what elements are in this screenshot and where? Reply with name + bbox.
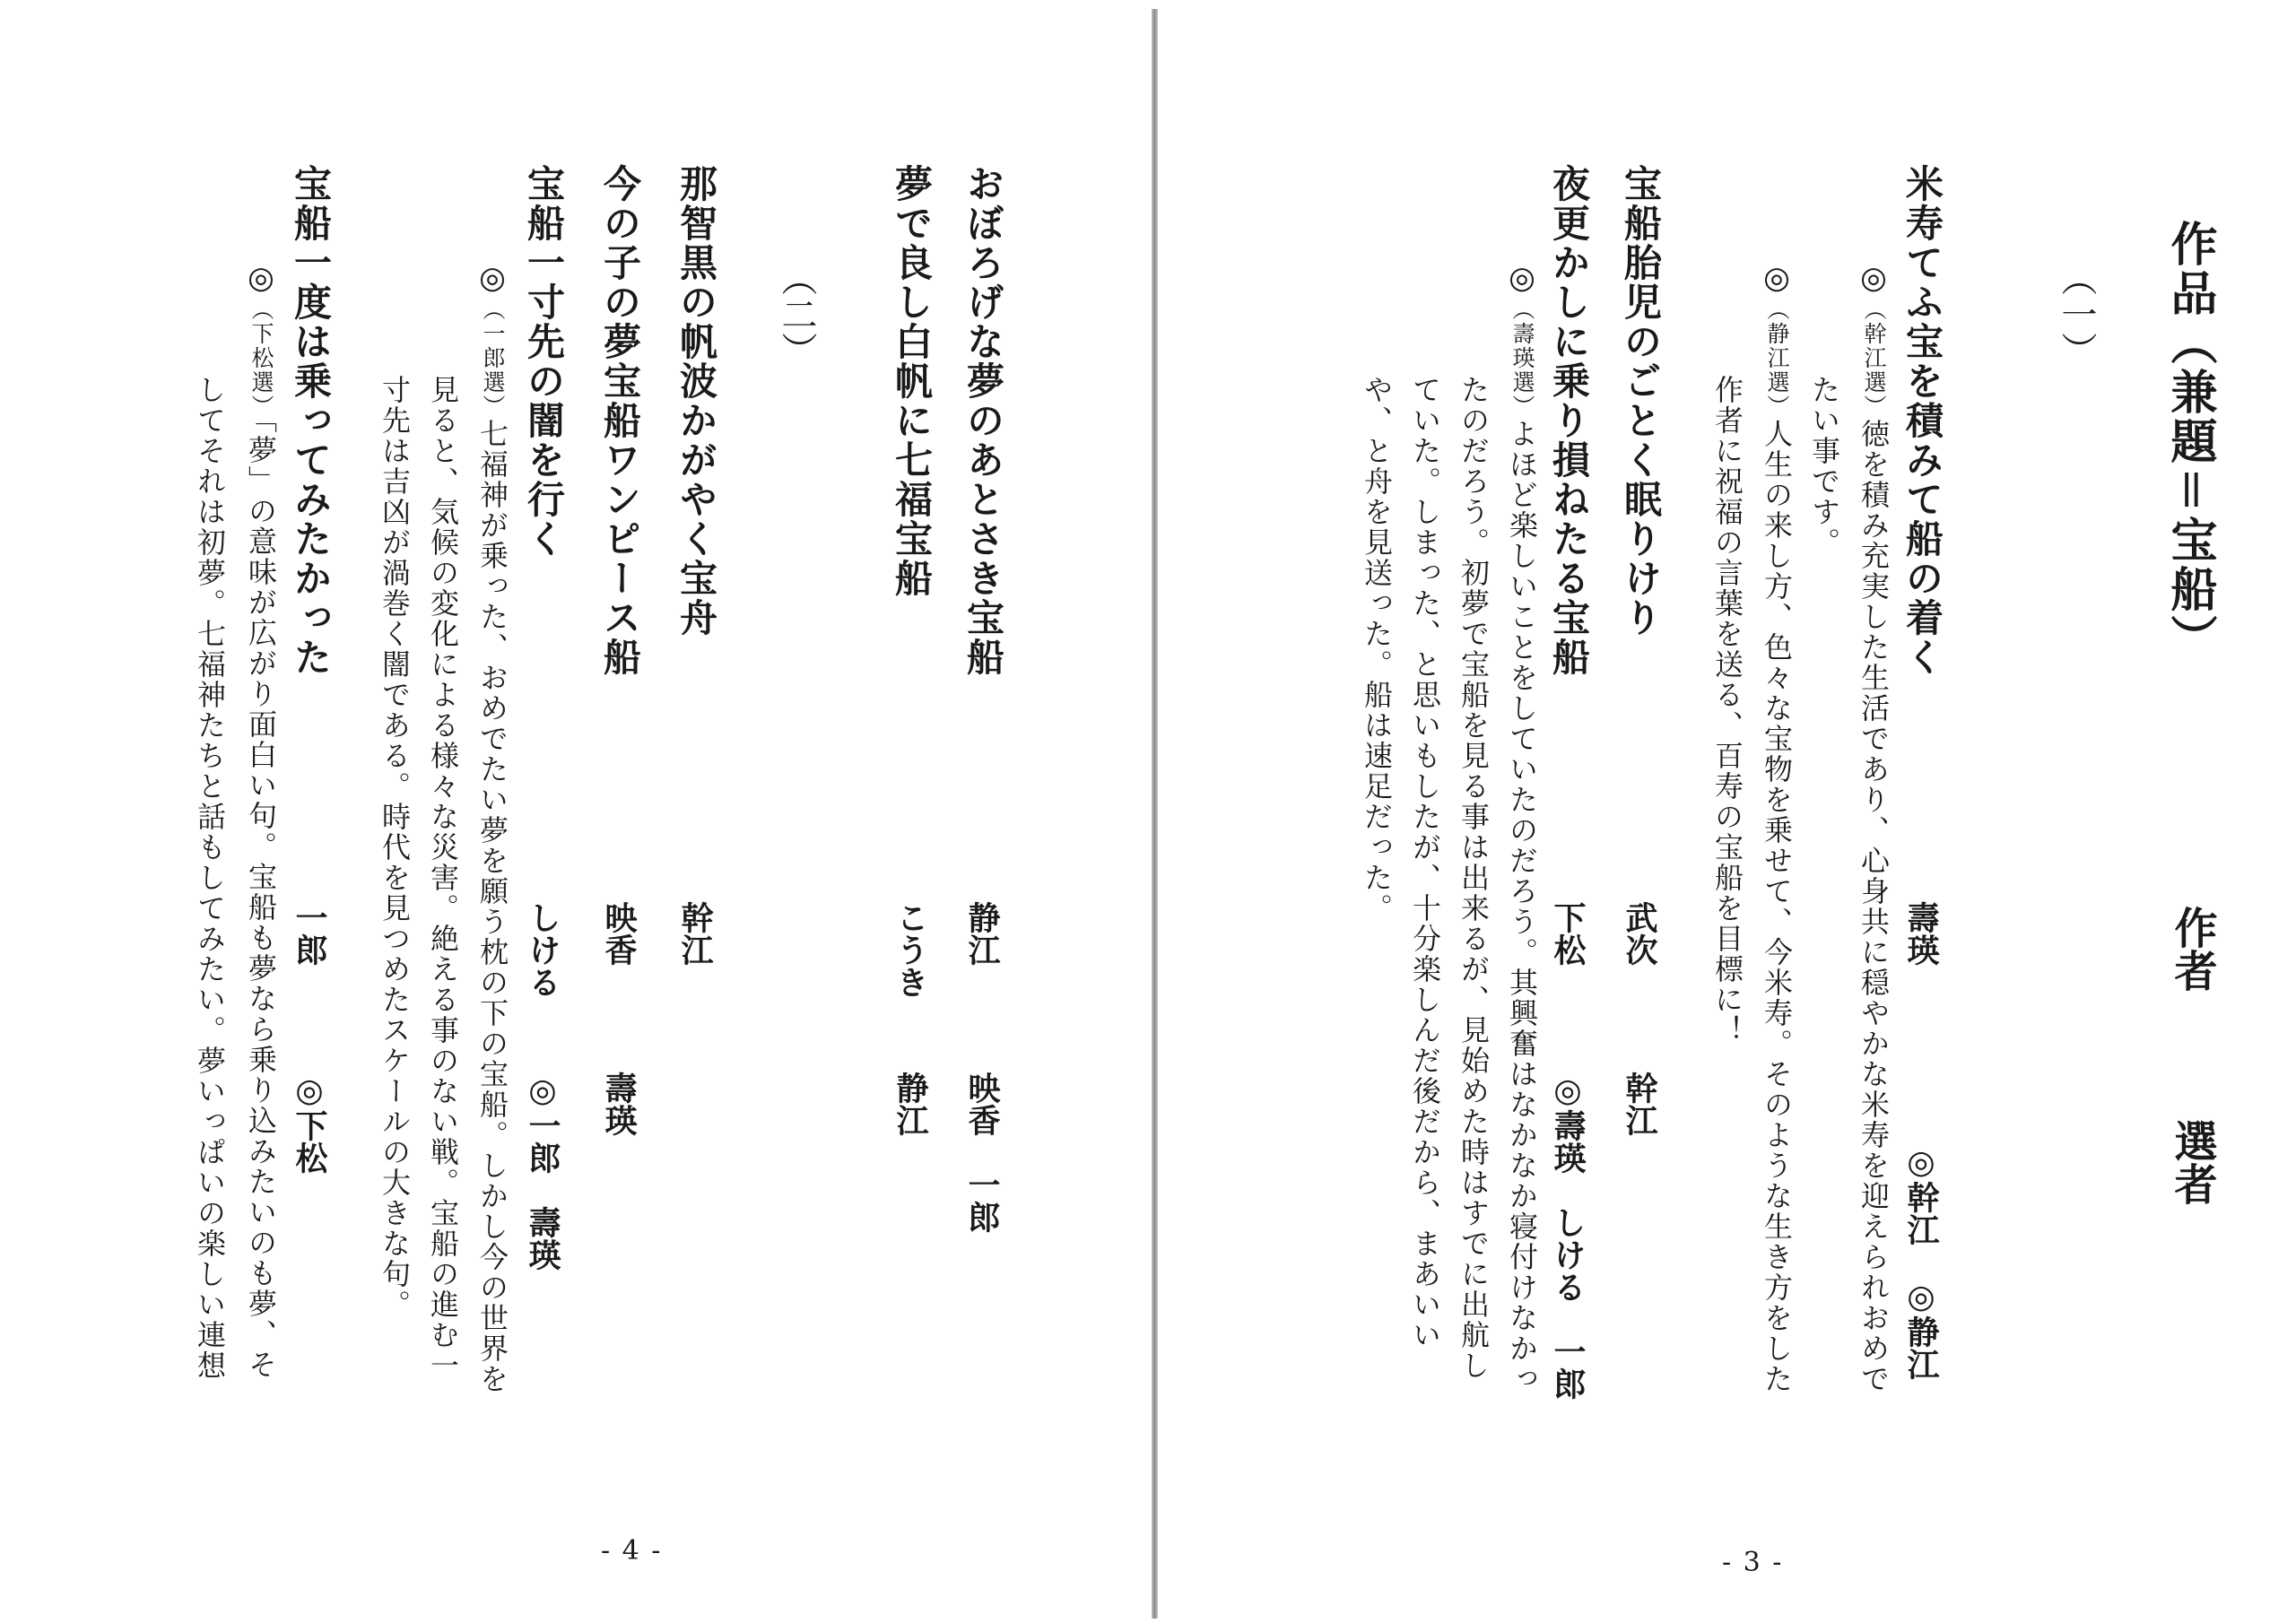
selectors-7: 壽瑛 bbox=[600, 1072, 638, 1136]
comment-line: 徳を積み充実した生活であり、心身共に穏やかな米寿を迎えられおめで bbox=[1857, 419, 1891, 1394]
selectors-5: 静江 bbox=[891, 1072, 929, 1136]
comment-selector: （下松選） bbox=[248, 298, 274, 419]
verse-1: 米寿てふ宝を積みて船の着く bbox=[1900, 164, 1944, 677]
selectors-1: ◎幹江 ◎静江 bbox=[1902, 1143, 1940, 1380]
header-selector: 選者 bbox=[2167, 1119, 2217, 1205]
comment-line: 七福神が乗った、おめでたい夢を願う枕の下の宝船。しかし今の世界を bbox=[475, 419, 509, 1394]
double-circle-mark: ◎ bbox=[474, 260, 510, 298]
double-circle-mark: ◎ bbox=[1504, 260, 1540, 298]
author-5: こうき bbox=[891, 901, 929, 998]
comment-line: 寸先は吉凶が渦巻く闇である。時代を見つめたスケールの大きな句。 bbox=[378, 375, 412, 1320]
author-3: 下松 bbox=[1549, 901, 1587, 966]
selectors-2: 幹江 bbox=[1621, 1072, 1658, 1136]
comment-line: 見ると、気候の変化による様々な災害。絶える事のない戦。宝船の進む一 bbox=[426, 375, 460, 1381]
page-title: 作品（兼題＝宝船） bbox=[2162, 220, 2217, 664]
comment-shizue bbox=[1759, 260, 1795, 1394]
verse-9: 宝船一度は乗ってみたかった bbox=[289, 164, 333, 677]
page-number: - 3 - bbox=[1722, 1547, 1784, 1578]
verse-2: 宝船胎児のごとく眠りけり bbox=[1619, 164, 1663, 638]
section-two-label: （二） bbox=[776, 260, 817, 368]
comment-kanjie bbox=[1856, 260, 1892, 1394]
comment-ichiro bbox=[474, 260, 510, 1394]
comment-line: してそれは初夢。七福神たちと話もしてみたい。夢いっぱいの楽しい連想 bbox=[193, 375, 227, 1381]
comment-selector: （静江選） bbox=[1764, 298, 1790, 419]
verse-6: 那智黒の帆波かがやく宝舟 bbox=[674, 164, 718, 638]
comment-juei bbox=[1504, 260, 1540, 1394]
comment-selector: （壽瑛選） bbox=[1509, 298, 1535, 419]
comment-line: 「夢」の意味が広がり面白い句。宝船も夢なら乗り込みたいのも夢、そ bbox=[244, 419, 278, 1380]
author-2: 武次 bbox=[1621, 901, 1658, 966]
double-circle-mark: ◎ bbox=[243, 260, 279, 298]
selectors-8: ◎一郎 壽瑛 bbox=[524, 1072, 561, 1271]
selectors-4: 映香 一郎 bbox=[963, 1072, 1001, 1233]
comment-line: ていた。しまった、と思いもしたが、十分楽しんだ後だから、まあいい bbox=[1408, 375, 1442, 1350]
verse-4: おぼろげな夢のあとさき宝船 bbox=[961, 164, 1005, 677]
comment-line: 人生の来し方、色々な宝物を乗せて、今米寿。そのような生き方をした bbox=[1760, 419, 1794, 1394]
comment-line: よほど楽しいことをしていたのだろう。其興奮はなかなか寝付けなかっ bbox=[1505, 419, 1539, 1394]
author-9: 一郎 bbox=[291, 901, 328, 966]
comment-shimomatsu bbox=[243, 260, 279, 1380]
author-1: 壽瑛 bbox=[1902, 901, 1940, 966]
comment-line: たい事です。 bbox=[1807, 375, 1841, 558]
comment-line: たのだろう。初夢で宝船を見る事は出来るが、見始めた時はすでに出航し bbox=[1457, 375, 1491, 1381]
page-number: - 4 - bbox=[601, 1535, 663, 1567]
comment-line: や、と舟を見送った。船は速足だった。 bbox=[1360, 375, 1394, 924]
comment-selector: （幹江選） bbox=[1861, 298, 1887, 419]
page-3 bbox=[1157, 0, 2296, 1623]
author-4: 静江 bbox=[963, 901, 1001, 966]
verse-7: 今の子の夢宝船ワンピース船 bbox=[598, 164, 642, 677]
selectors-3: ◎壽瑛 しける 一郎 bbox=[1549, 1072, 1587, 1400]
double-circle-mark: ◎ bbox=[1856, 260, 1892, 298]
double-circle-mark: ◎ bbox=[1759, 260, 1795, 298]
header-author: 作者 bbox=[2167, 906, 2217, 992]
author-7: 映香 bbox=[600, 901, 638, 966]
verse-8: 宝船一寸先の闇を行く bbox=[522, 164, 566, 559]
verse-5: 夢で良し白帆に七福宝船 bbox=[890, 164, 934, 598]
selectors-9: ◎下松 bbox=[291, 1072, 328, 1174]
comment-selector: （一郎選） bbox=[480, 298, 506, 419]
comment-line: 作者に祝福の言葉を送る、百寿の宝船を目標に！ bbox=[1710, 375, 1744, 1046]
author-8: しける bbox=[524, 901, 561, 998]
section-one-label: （一） bbox=[2056, 260, 2097, 368]
verse-3: 夜更かしに乗り損ねたる宝船 bbox=[1547, 164, 1591, 677]
author-6: 幹江 bbox=[676, 901, 714, 966]
